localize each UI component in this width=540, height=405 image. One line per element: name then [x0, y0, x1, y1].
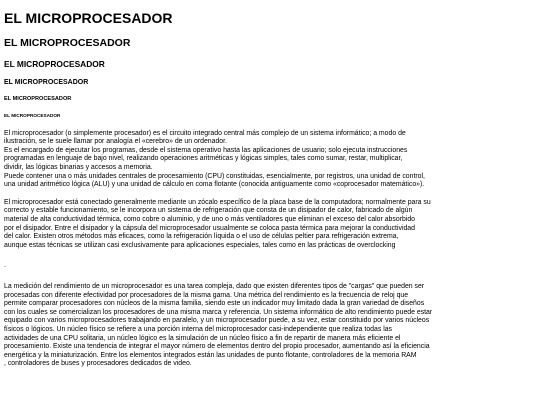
text-line: del calor. Existen otros métodos más eficaces, como la refrigeración líquida o el uso de células peltier para refrigeración extrema,	[4, 233, 399, 241]
text-line: material de alta conductividad térmica, como cobre o aluminio, y de uno o más ventiladores que eliminan el exceso del calor absorbido	[4, 216, 415, 224]
paragraph-gap	[4, 271, 536, 283]
text-line: equipado con varios microprocesadores trabajando en paralelo, y un microprocesador puede, a su vez, estar constituido por varios núcleos	[4, 317, 430, 325]
text-line: ilustración, se le suele llamar por analogía el «cerebro» de un ordenador.	[4, 138, 227, 146]
text-line: El microprocesador (o simplemente procesador) es el circuito integrado central más complejo de un sistema informático; a modo de	[4, 129, 406, 137]
text-line: dividir, las lógicas binarias y accesos a memoria.	[4, 164, 153, 172]
paragraph-gap	[4, 190, 536, 199]
heading-level-6: EL MICROPROCESADOR	[4, 113, 61, 119]
text-line: El microprocesador está conectado generalmente mediante un zócalo específico de la placa base de la computadora; normalmente para su	[4, 198, 431, 206]
text-line: una unidad aritmético lógica (ALU) y una unidad de cálculo en coma flotante (conocida antiguamente como «coprocesador matemático»).	[4, 181, 425, 189]
article-body	[4, 130, 536, 369]
text-line: correcto y estable funcionamiento, se le incorpora un sistema de refrigeración que consta de un disipador de calor, fabricado de algún	[4, 207, 413, 215]
text-line: físicos o lógicos. Un núcleo físico se refiere a una porción interna del microprocesador casi-independiente que realiza todas las	[4, 325, 393, 333]
heading-level-4: EL MICROPROCESADOR	[4, 78, 89, 86]
heading-level-5: EL MICROPROCESADOR	[4, 95, 72, 102]
paragraph-gap	[4, 250, 536, 262]
text-line: Es el encargado de ejecutar los programas, desde el sistema operativo hasta las aplicaciones de usuario; solo ejecuta instrucciones	[4, 146, 408, 154]
heading-level-2: EL MICROPROCESADOR	[4, 37, 131, 50]
text-line: actividades de una CPU solitaria, un núcleo lógico es la simulación de un núcleo físico a fin de repartir de manera más eficiente el	[4, 334, 401, 342]
text-line: por el disipador. Entre el disipador y la cápsula del microprocesador usualmente se coloca pasta térmica para mejorar la conductividad	[4, 224, 415, 232]
text-line: con los cuales se comercializan los procesadores de una misma marca y referencia. Un sistema informático de alto rendimiento puede estar	[4, 308, 433, 316]
dot-line: .	[4, 262, 6, 270]
paragraph-cooling	[4, 199, 536, 251]
text-line: Puede contener una o más unidades centrales de procesamiento (CPU) constituidas, esencialmente, por registros, una unidad de control,	[4, 172, 425, 180]
text-line: aunque estas técnicas se utilizan casi exclusivamente para aplicaciones especiales, tales como en las prácticas de overclocking	[4, 241, 396, 249]
text-line: procesamiento. Existe una tendencia de integrar el mayor número de elementos dentro del propio procesador, aumentando así la eficiencia	[4, 343, 430, 351]
text-line: procesadas con diferente efectividad por procesadores de la misma gama. Una métrica del rendimiento es la frecuencia de reloj que	[4, 291, 409, 299]
paragraph-intro	[4, 130, 536, 190]
heading-level-3: EL MICROPROCESADOR	[4, 59, 105, 70]
text-line: energética y la miniaturización. Entre los elementos integrados están las unidades de punto flotante, controladores de la memoria RAM	[4, 351, 417, 359]
text-line: programadas en lenguaje de bajo nivel, realizando operaciones aritméticas y lógicas simples, tales como sumar, restar, multiplicar,	[4, 155, 403, 163]
text-line: , controladores de buses y procesadores dedicados de video.	[4, 360, 192, 368]
heading-level-1: EL MICROPROCESADOR	[4, 10, 173, 26]
text-line: permite comparar procesadores con núcleos de la misma familia, siendo este un indicador muy limitado dada la gran variedad de diseños	[4, 300, 425, 308]
paragraph-performance	[4, 283, 536, 369]
text-line: La medición del rendimiento de un microprocesador es una tarea compleja, dado que existen diferentes tipos de "cargas" que pueden ser	[4, 283, 425, 290]
